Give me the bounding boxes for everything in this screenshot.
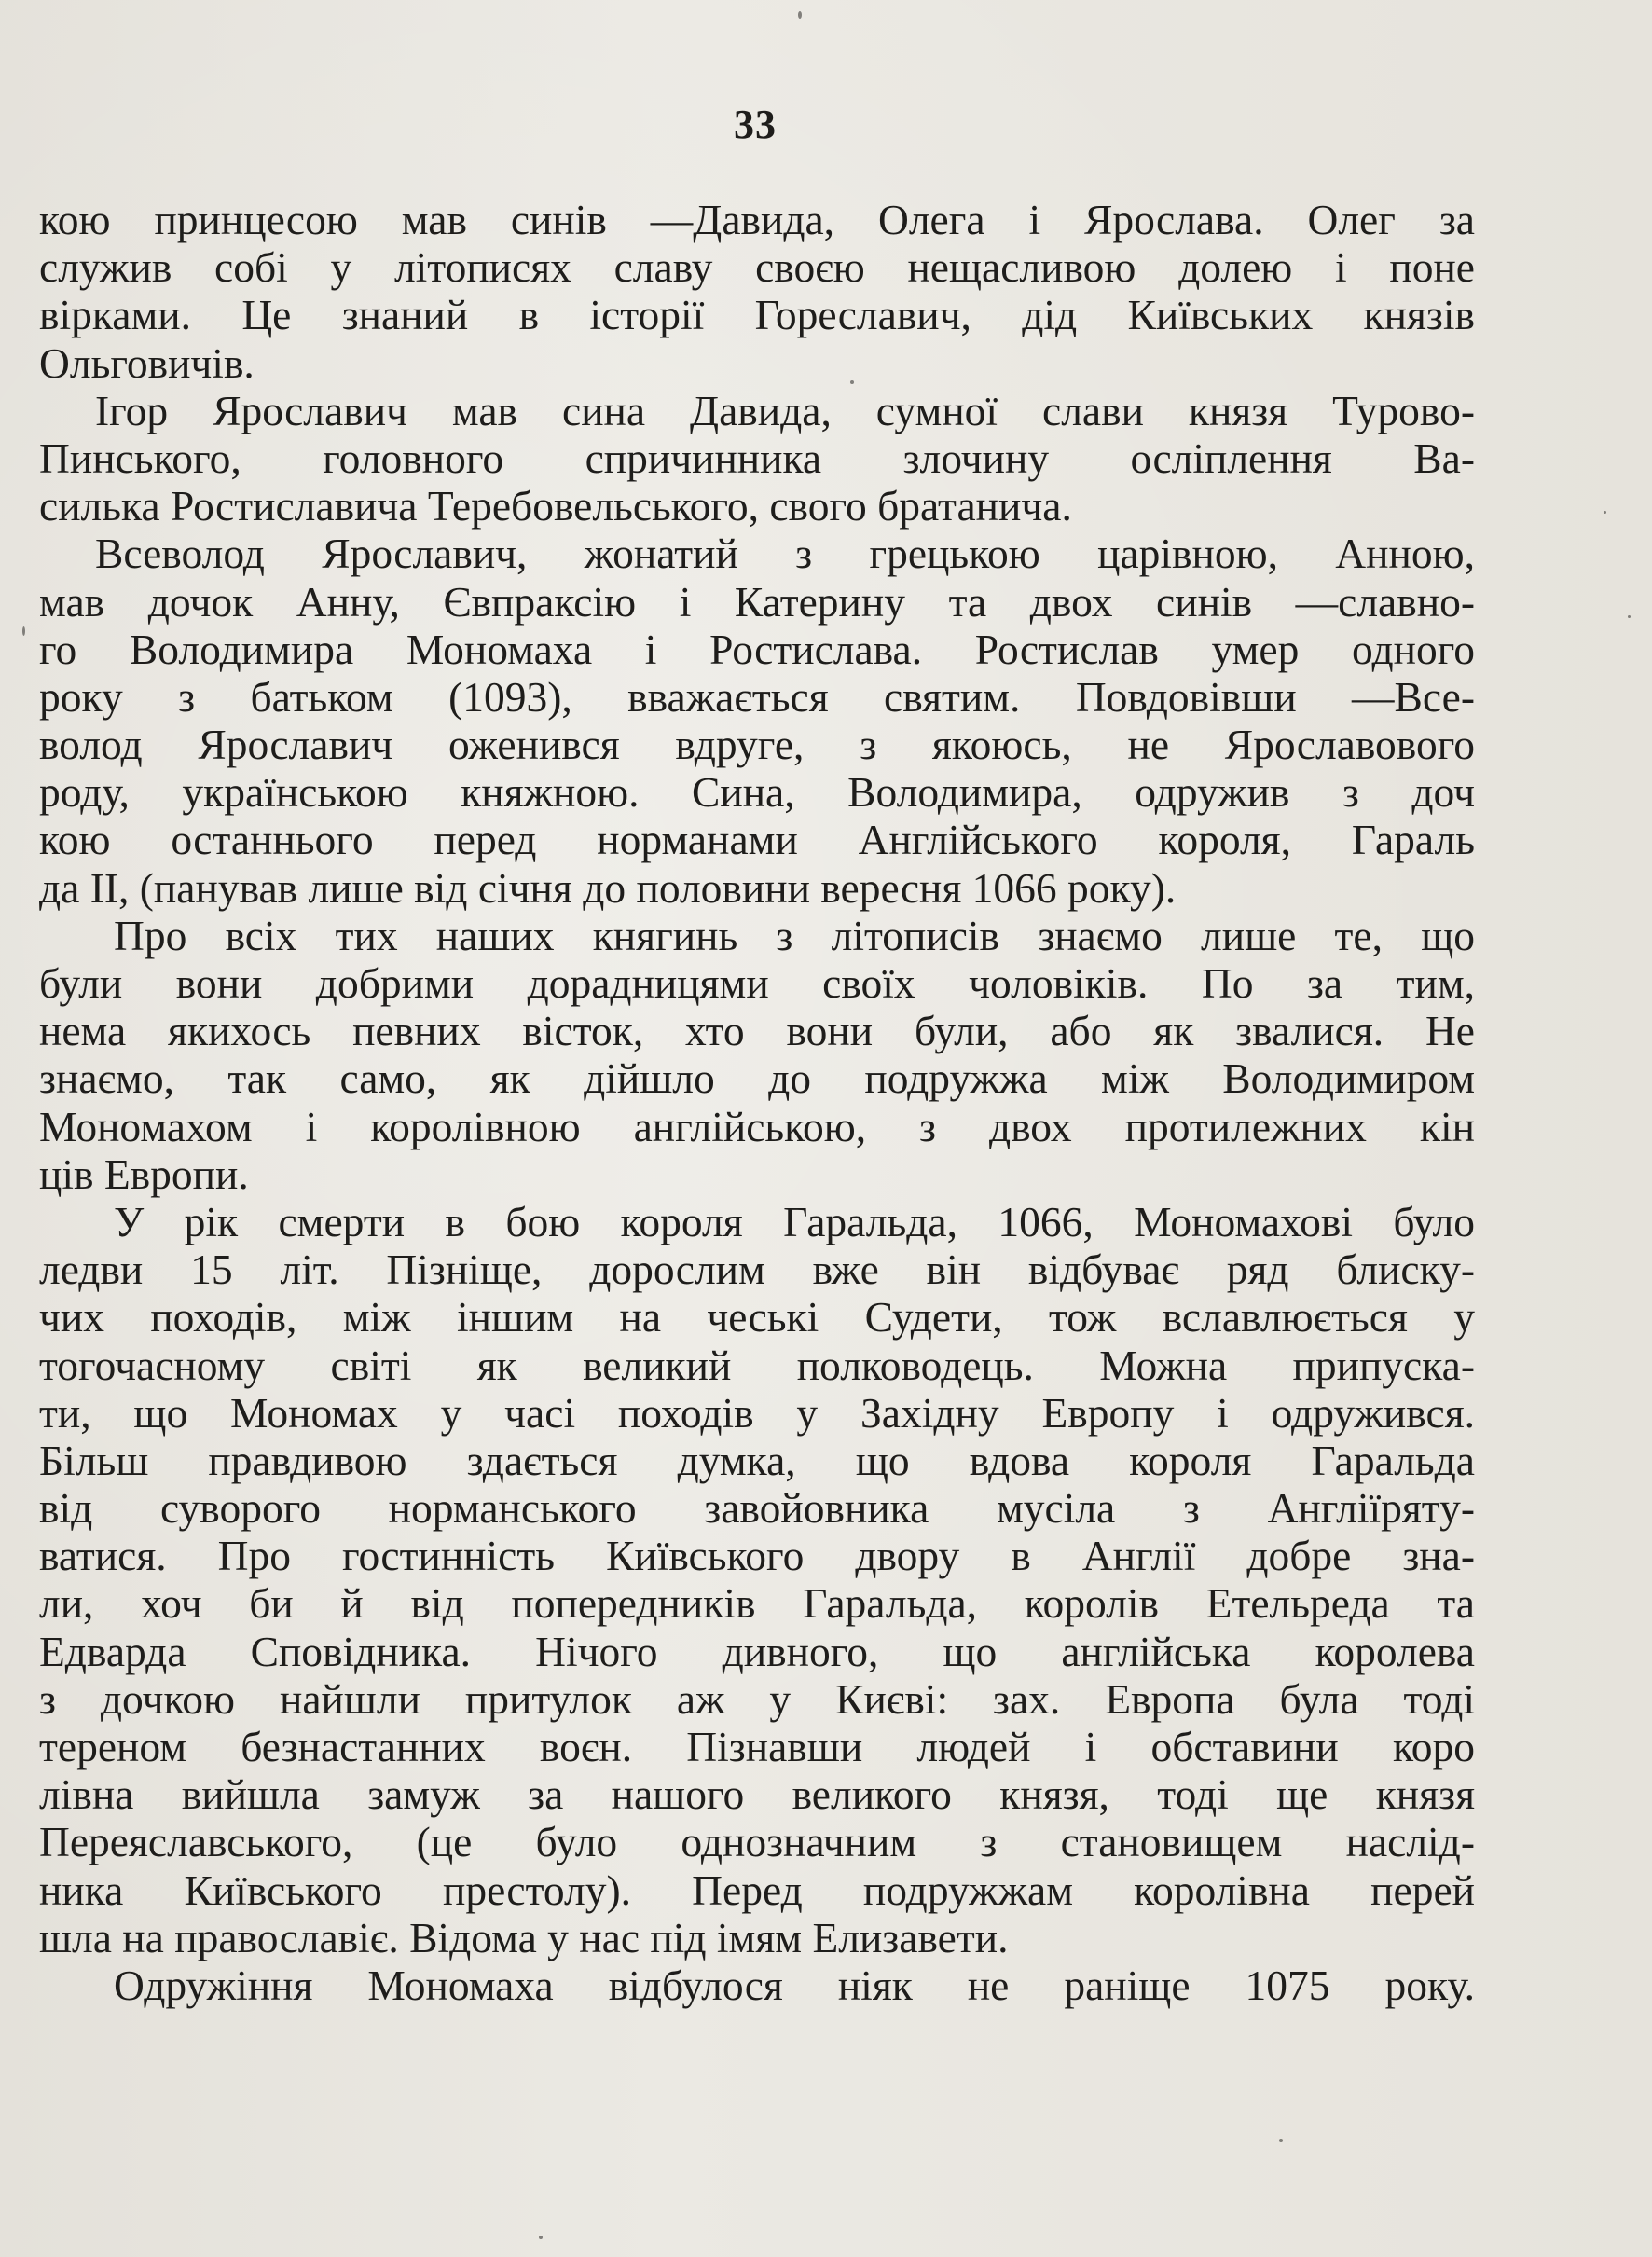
text-line: да II, (панував лише від січня до половини вересня 1066 року). <box>39 863 1177 912</box>
text-line: ти, що Мономах у часі походів у Західну Европу і одружився. <box>39 1388 1475 1437</box>
text-line: мав дочок Анну, Євпраксію і Катерину та двох синів —славно- <box>39 577 1475 626</box>
text-line: лівна вийшла замуж за нашого великого князя, тоді ще князя <box>39 1770 1475 1819</box>
scan-speck <box>539 2236 543 2239</box>
text-line: У рік смерти в бою короля Гаральда, 1066, Мономахові було <box>114 1197 1475 1245</box>
text-line: ців Европи. <box>39 1149 249 1198</box>
text-line: Ольговичів. <box>39 338 255 387</box>
text-line: волод Ярославич оженився вдруге, з якоюсь, не Ярославового <box>39 721 1475 769</box>
text-line: роду, українською княжною. Сина, Володимира, одружив з доч <box>39 768 1475 817</box>
scan-speck <box>22 626 25 636</box>
text-line: ледви 15 літ. Пізніще, дорослим вже він відбуває ряд блиску- <box>39 1245 1475 1294</box>
text-line: ника Київського престолу). Перед подружжам королівна перей <box>39 1865 1475 1914</box>
text-line: Одружіння Мономаха відбулося ніяк не раніще 1075 року. <box>114 1961 1475 2009</box>
text-line: були вони добрими дорадницями своїх чоловіків. По за тим, <box>39 959 1475 1007</box>
scan-speck <box>850 380 854 384</box>
scan-speck <box>1628 615 1631 618</box>
text-line: нема якихось певних вісток, хто вони були, або як звалися. Не <box>39 1007 1475 1055</box>
text-line: тереном безнастанних воєн. Пізнавши людей і обставини коро <box>39 1723 1475 1770</box>
text-line: Мономахом і королівною англійською, з двох протилежних кін <box>39 1102 1475 1150</box>
text-line: силька Ростиславича Теребовельського, свого братанича. <box>39 482 1072 530</box>
text-line: кою останнього перед норманами Англійського короля, Гараль <box>39 816 1475 864</box>
scan-speck <box>1604 511 1606 514</box>
text-line: тогочасному світі як великий полководець. Можна припуска- <box>39 1341 1475 1389</box>
text-line: ватися. Про гостинність Київського двору в Англії добре зна- <box>39 1532 1475 1580</box>
text-line: Переяславського, (це було однозначним з становищем наслід- <box>39 1818 1475 1866</box>
text-line: від суворого норманського завойовника мусіла з Англіїряту- <box>39 1484 1475 1533</box>
text-line: року з батьком (1093), вважається святим. Повдовівши —Все- <box>39 672 1475 721</box>
text-line: ли, хоч би й від попередників Гаральда, королів Етельреда та <box>39 1579 1475 1628</box>
text-line: шла на православіє. Відома у нас під імям Елизавети. <box>39 1913 1009 1961</box>
page-number: 33 <box>734 102 777 147</box>
body-text <box>39 196 1475 2009</box>
text-line: Більш правдивою здається думка, що вдова короля Гаральда <box>39 1436 1475 1484</box>
text-line: Всеволод Ярославич, жонатий з грецькою царівною, Анною, <box>95 530 1475 578</box>
text-line: Ігор Ярославич мав сина Давида, сумної слави князя Турово- <box>95 386 1475 434</box>
text-line: знаємо, так само, як дійшло до подружжа між Володимиром <box>39 1054 1475 1103</box>
text-line: Пинського, головного спричинника злочину осліплення Ва- <box>39 434 1475 482</box>
text-line: з дочкою найшли притулок аж у Києві: зах. Европа була тоді <box>39 1674 1475 1723</box>
text-line: служив собі у літописях славу своєю нещасливою долею і поне <box>39 243 1475 292</box>
text-line: чих походів, між іншим на чеські Судети, тож вславлюється у <box>39 1293 1475 1342</box>
text-line: вірками. Це знаний в історії Гореславич, дід Київських князів <box>39 291 1475 339</box>
scan-speck <box>1279 2139 1283 2142</box>
scan-speck <box>798 11 802 19</box>
text-line: Едварда Сповідника. Нічого дивного, що англійська королева <box>39 1627 1475 1675</box>
text-line: кою принцесою мав синів —Давида, Олега і Ярослава. Олег за <box>39 196 1475 243</box>
text-line: го Володимира Мономаха і Ростислава. Ростислав умер одного <box>39 625 1475 673</box>
text-line: Про всіх тих наших княгинь з літописів знаємо лише те, що <box>114 911 1475 959</box>
